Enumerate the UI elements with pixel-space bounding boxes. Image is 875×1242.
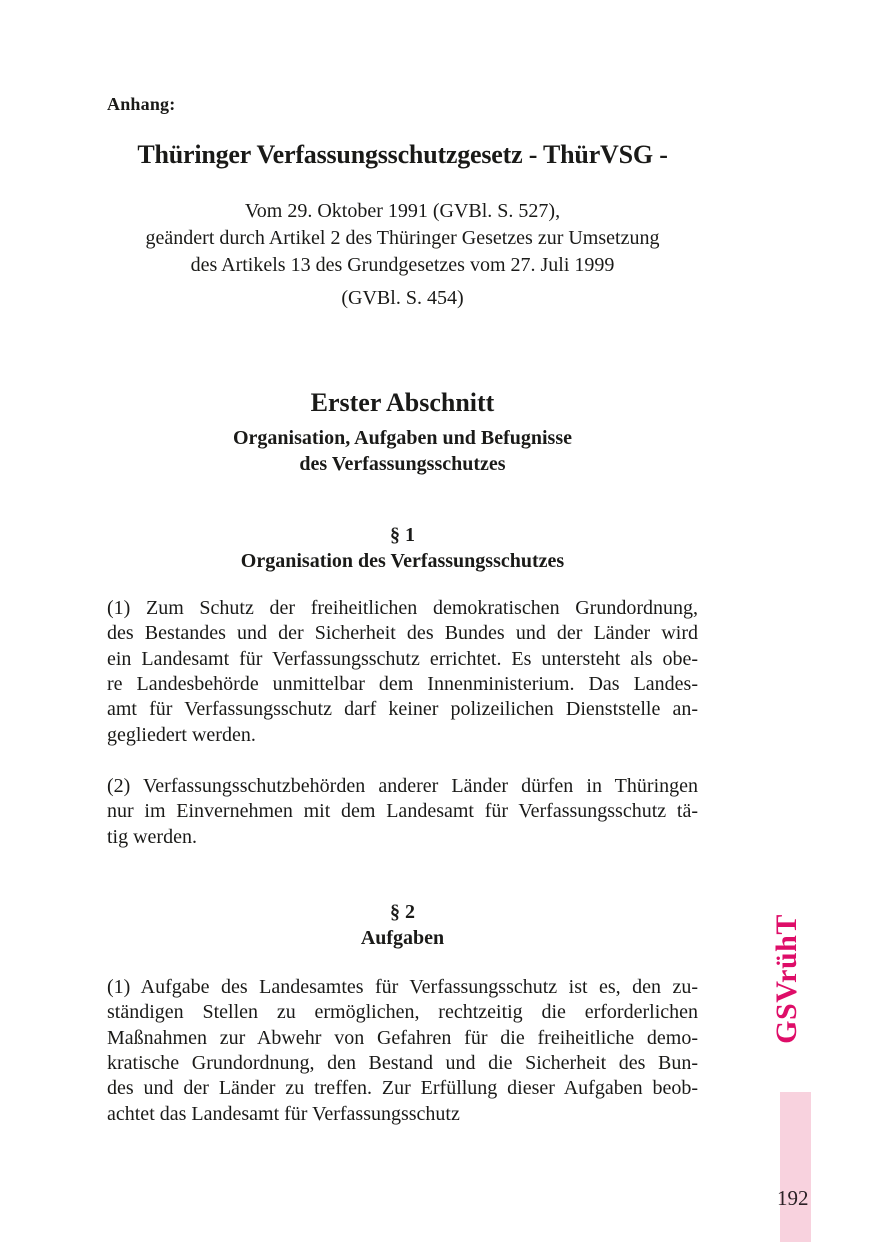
text-line: Maßnahmen zur Abwehr von Gefahren für die freiheitliche demo- (107, 1026, 698, 1049)
section-1-paragraph-2 (107, 774, 698, 850)
margin-color-band (780, 1092, 811, 1242)
text-line: geändert durch Artikel 2 des Thüringer Gesetzes zur Umsetzung (145, 227, 660, 249)
citation-reference: (GVBl. S. 454) (341, 287, 464, 309)
section-1-number: § 1 (390, 524, 415, 546)
text-line: des und der Länder zu treffen. Zur Erfüllung dieser Aufgaben beob- (107, 1077, 698, 1100)
text-line: achtet das Landesamt für Verfassungsschutz (107, 1102, 460, 1125)
text-line: ein Landesamt für Verfassungsschutz errichtet. Es untersteht als obe- (107, 647, 698, 670)
chapter-subtitle (107, 426, 698, 477)
text-line: gegliedert werden. (107, 723, 256, 746)
text-line: ständigen Stellen zu ermöglichen, rechtzeitig die erforderlichen (107, 1001, 698, 1024)
anhang-label: Anhang: (107, 94, 176, 114)
text-line: (1) Zum Schutz der freiheitlichen demokratischen Grundordnung, (107, 597, 698, 619)
section-2-heading (107, 899, 698, 951)
section-1-paragraph-1 (107, 596, 698, 748)
section-2-title: Aufgaben (360, 927, 445, 949)
chapter-title: Erster Abschnitt (310, 388, 495, 417)
text-line: amt für Verfassungsschutz darf keiner polizeilichen Dienststelle an- (107, 698, 698, 721)
text-line: nur im Einvernehmen mit dem Landesamt für Verfassungsschutz tä- (107, 800, 698, 823)
text-line: (2) Verfassungsschutzbehörden anderer Länder dürfen in Thüringen (107, 775, 698, 797)
text-line: Organisation, Aufgaben und Befugnisse (233, 427, 572, 449)
text-line: re Landesbehörde unmittelbar dem Innenministerium. Das Landes- (107, 672, 698, 695)
text-line: Vom 29. Oktober 1991 (GVBl. S. 527), (244, 200, 561, 222)
text-line: des Artikels 13 des Grundgesetzes vom 27. Juli 1999 (190, 254, 615, 276)
document-title: Thüringer Verfassungsschutzgesetz - ThürVSG - (137, 140, 668, 169)
text-line: kratische Grundordnung, den Bestand und die Sicherheit des Bun- (107, 1051, 698, 1074)
text-line: des Verfassungsschutzes (299, 452, 506, 475)
section-1-title: Organisation des Verfassungsschutzes (240, 550, 565, 572)
text-line: des Bestandes und der Sicherheit des Bundes und der Länder wird (107, 622, 698, 645)
amendment-note (107, 198, 698, 279)
page-number: 192 (777, 1186, 809, 1210)
section-1-heading (107, 522, 698, 574)
margin-tab-label: GSVrühT (770, 914, 803, 1044)
text-line: (1) Aufgabe des Landesamtes für Verfassungsschutz ist es, den zu- (107, 976, 698, 998)
section-2-number: § 2 (390, 901, 415, 923)
section-2-paragraph-1 (107, 975, 698, 1127)
text-line: tig werden. (107, 825, 197, 848)
